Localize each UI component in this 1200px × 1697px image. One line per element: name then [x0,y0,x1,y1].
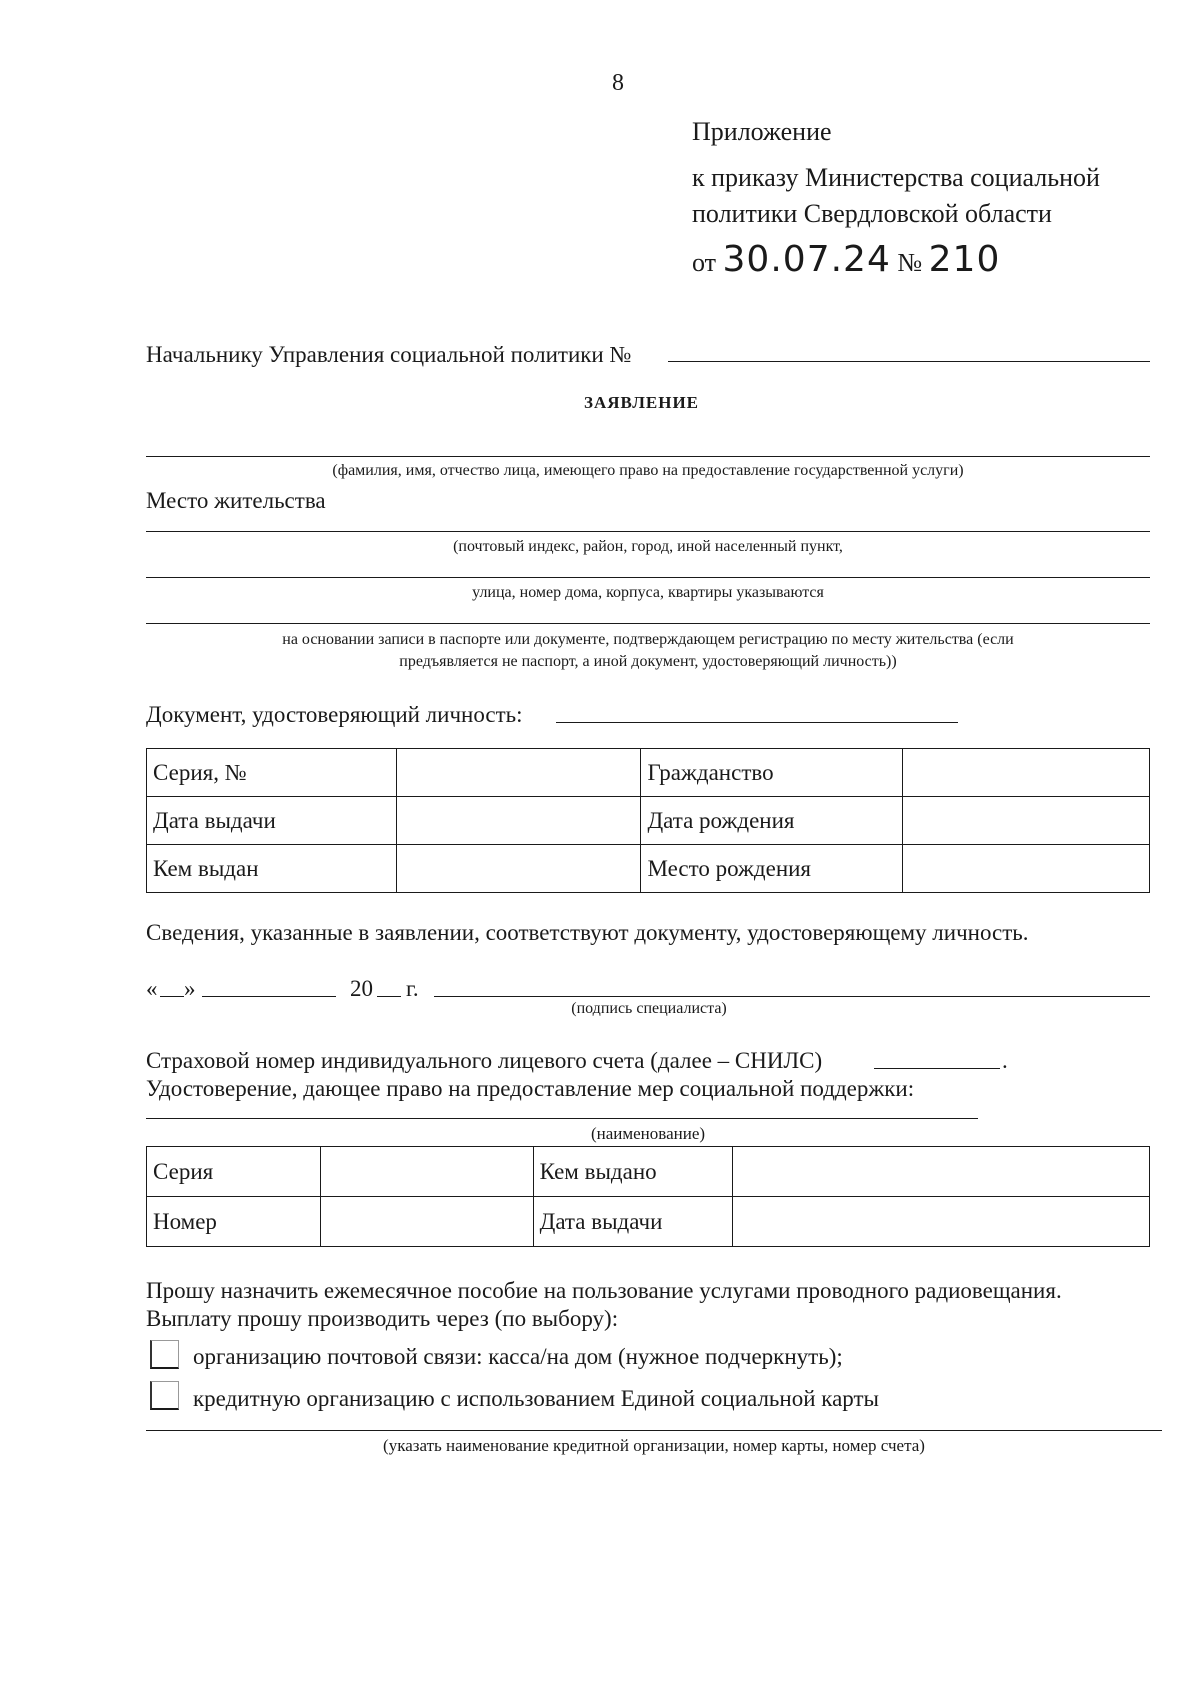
address-caption-1: (почтовый индекс, район, город, иной населенный пункт, [453,538,843,555]
option-bank-label: кредитную организацию с использованием Единой социальной карты [193,1386,880,1411]
residence-field-1[interactable] [146,531,1150,532]
signature-caption: (подпись специалиста) [571,1000,727,1017]
cert-issue-date-label: Дата выдачи [533,1197,733,1247]
request-text: Прошу назначить ежемесячное пособие на пользование услугами проводного радиовещания. [146,1278,1062,1303]
birth-place-value[interactable] [903,845,1150,893]
form-heading: ЗАЯВЛЕНИЕ [584,393,700,412]
issued-by-label: Кем выдан [147,845,397,893]
snils-label: Страховой номер индивидуального лицевого счета (далее – СНИЛС) [146,1048,823,1073]
date-month-field[interactable] [202,996,336,997]
addressee-number-field[interactable] [668,361,1150,362]
option-post-label: организацию почтовой связи: касса/на дом (нужное подчеркнуть); [193,1344,843,1369]
snils-period: . [1002,1048,1008,1073]
page-number: 8 [612,70,624,96]
id-document-label: Документ, удостоверяющий личность: [146,702,523,727]
snils-field[interactable] [874,1068,1000,1069]
cert-issue-date-value[interactable] [733,1197,1150,1247]
birth-place-label: Место рождения [641,845,903,893]
from-label: от [692,248,717,277]
number-label: № [897,248,923,277]
birth-date-label: Дата рождения [641,797,903,845]
appendix-block [692,114,1100,281]
date-day-field[interactable] [160,996,184,997]
fio-field[interactable] [146,456,1150,457]
cert-number-label: Номер [147,1197,321,1247]
addressee-label: Начальнику Управления социальной политики № [146,342,632,367]
payment-text: Выплату прошу производить через (по выбору): [146,1306,619,1331]
appendix-title: Приложение [692,117,832,146]
option-post-checkbox[interactable] [150,1340,179,1369]
date-year-suffix: г. [406,976,419,1001]
citizenship-value[interactable] [903,749,1150,797]
issue-date-label: Дата выдачи [147,797,397,845]
id-document-field[interactable] [556,722,958,723]
appendix-order-line [692,239,1100,281]
issued-by-value[interactable] [396,845,641,893]
handwritten-date: 30.07.24 [722,239,891,280]
address-caption-3 [146,629,1150,673]
address-caption-3-line-1: на основании записи в паспорте или документе, подтверждающем регистрацию по месту жительства (если [282,631,1014,648]
certificate-label: Удостоверение, дающее право на предоставление мер социальной поддержки: [146,1076,915,1101]
option-bank-checkbox[interactable] [150,1381,179,1410]
cert-issued-by-value[interactable] [733,1147,1150,1197]
appendix-line-2: политики Свердловской области [692,199,1052,228]
bank-caption: (указать наименование кредитной организации, номер карты, номер счета) [383,1436,925,1455]
address-caption-3-line-2: предъявляется не паспорт, а иной документ, удостоверяющий личность)) [399,653,897,670]
id-series-label: Серия, № [147,749,397,797]
certificate-table [146,1146,1150,1247]
id-series-value[interactable] [396,749,641,797]
table-row [147,797,1150,845]
specialist-signature-field[interactable] [434,996,1150,997]
certificate-name-field[interactable] [146,1118,978,1119]
date-year-prefix: 20 [350,976,373,1001]
bank-details-field[interactable] [146,1430,1162,1431]
certificate-caption: (наименование) [590,1124,706,1143]
table-row [147,749,1150,797]
cert-number-value[interactable] [320,1197,533,1247]
handwritten-number: 210 [928,239,1001,280]
table-row [147,1147,1150,1197]
issue-date-value[interactable] [396,797,641,845]
date-year-field[interactable] [377,996,401,997]
residence-field-3[interactable] [146,623,1150,624]
table-row [147,845,1150,893]
citizenship-label: Гражданство [641,749,903,797]
date-quote-open: « [146,976,158,1001]
fio-caption: (фамилия, имя, отчество лица, имеющего право на предоставление государственной услуги) [332,462,964,479]
residence-field-2[interactable] [146,577,1150,578]
cert-issued-by-label: Кем выдано [533,1147,733,1197]
address-caption-2: улица, номер дома, корпуса, квартиры указываются [472,584,824,601]
cert-series-value[interactable] [320,1147,533,1197]
appendix-line-1: к приказу Министерства социальной [692,163,1100,192]
cert-series-label: Серия [147,1147,321,1197]
table-row [147,1197,1150,1247]
birth-date-value[interactable] [903,797,1150,845]
id-table [146,748,1150,893]
verification-text: Сведения, указанные в заявлении, соответствуют документу, удостоверяющему личность. [146,920,1029,945]
date-quote-close: » [184,976,196,1001]
residence-label: Место жительства [146,488,326,513]
